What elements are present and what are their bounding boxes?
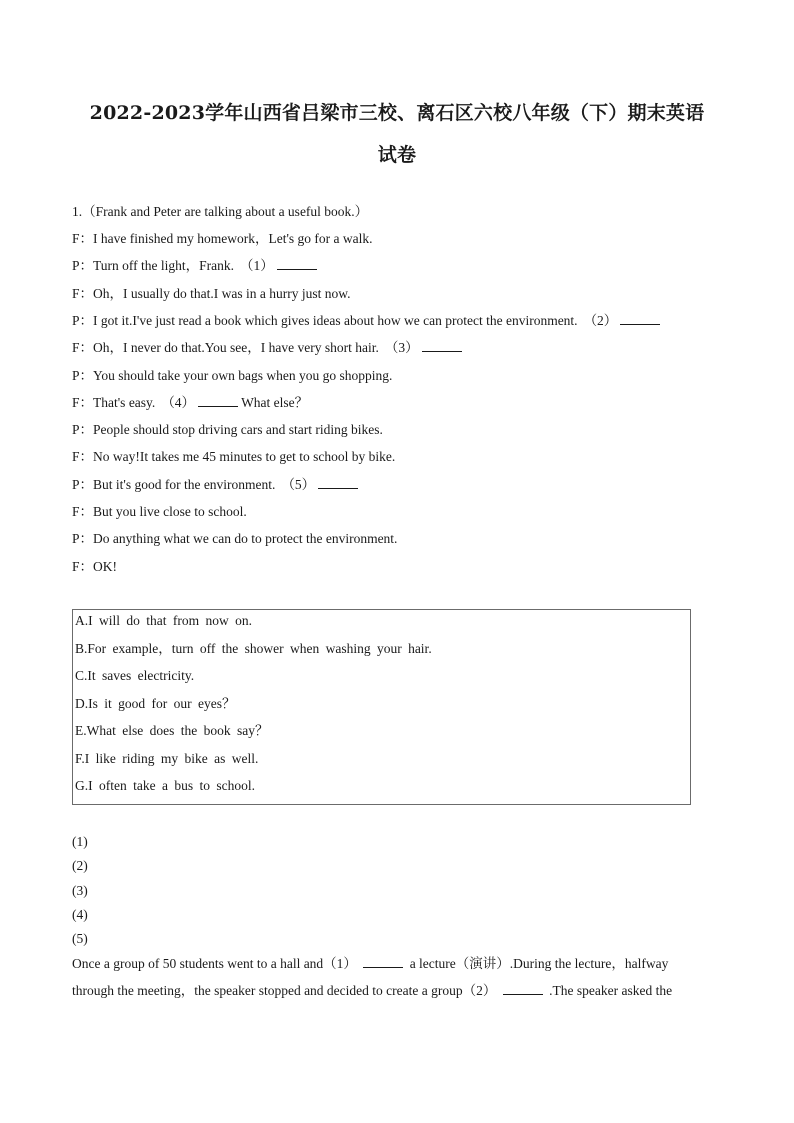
dialogue-text: Do anything what we can do to protect the environment.: [93, 531, 398, 547]
dialogue-line: [72, 285, 350, 303]
dialogue-line: [72, 530, 397, 548]
dialogue-line: [72, 558, 117, 576]
dialogue-text: Turn off the light，Frank.: [93, 258, 235, 274]
speaker-label: F：: [72, 394, 94, 410]
option-item: C.It saves electricity.: [75, 668, 195, 683]
option-item: F.I like riding my bike as well.: [75, 750, 259, 766]
dialogue-line: [72, 421, 383, 439]
dialogue-text: Oh，I never do that.You see，I have very short hair.: [93, 340, 379, 356]
page-title: 2022-2023学年山西省吕梁市三校、离石区六校八年级（下）期末英语: [89, 102, 705, 124]
blank-number: （4）: [161, 394, 196, 410]
speaker-label: F：: [72, 504, 94, 519]
speaker-label: P：: [72, 367, 94, 383]
blank-number: （2）: [583, 312, 618, 328]
page-title-continued: 试卷: [377, 144, 417, 166]
passage-text: through the meeting，the speaker stopped and decided to create a group（2）: [72, 983, 497, 998]
answer-blank[interactable]: [503, 982, 543, 995]
blank-number: （5）: [281, 476, 316, 492]
dialogue-text: OK!: [93, 558, 118, 574]
speaker-label: P：: [72, 422, 94, 438]
answer-blank[interactable]: [318, 476, 358, 489]
dialogue-text: People should stop driving cars and start riding bikes.: [93, 422, 383, 438]
dialogue-line: [72, 394, 308, 412]
dialogue-text: I got it.I've just read a book which gives ideas about how we can protect the environment.: [93, 312, 578, 328]
option-item: B.For example，turn off the shower when washing your hair.: [75, 640, 432, 656]
dialogue-text: No way!It takes me 45 minutes to get to school by bike.: [93, 449, 396, 465]
answer-label: (5): [72, 931, 88, 947]
blank-number: （3）: [384, 340, 419, 356]
answer-label: (2): [72, 858, 88, 874]
options-box: [72, 609, 691, 805]
question-1-intro: 1.（Frank and Peter are talking about a useful book.）: [72, 204, 369, 219]
speaker-label: P：: [72, 258, 94, 274]
answer-blank[interactable]: [363, 955, 403, 968]
speaker-label: F：: [72, 340, 94, 356]
dialogue-line: [72, 367, 392, 385]
answer-blank[interactable]: [277, 257, 317, 270]
answer-blank[interactable]: [620, 312, 660, 325]
dialogue-line: [72, 230, 373, 248]
option-item: E.What else does the book say？: [75, 723, 269, 738]
blank-number: （1）: [240, 258, 274, 274]
dialogue-text: But you live close to school.: [93, 504, 247, 519]
answer-label: (4): [72, 906, 88, 922]
passage-text: .The speaker asked the: [549, 983, 673, 998]
passage-line-2: [72, 982, 672, 1000]
passage-line-1: [72, 955, 668, 973]
dialogue-text-after: What else？: [241, 394, 309, 410]
dialogue-text: Oh，I usually do that.I was in a hurry just now.: [93, 285, 351, 301]
dialogue-text: You should take your own bags when you go shopping.: [93, 367, 393, 383]
speaker-label: P：: [72, 531, 94, 547]
answer-label: (3): [72, 882, 88, 898]
answer-blank[interactable]: [422, 339, 462, 352]
dialogue-text: That's easy.: [93, 394, 156, 410]
option-item: G.I often take a bus to school.: [75, 778, 255, 793]
dialogue-line: [72, 448, 395, 466]
answer-blank[interactable]: [198, 394, 238, 407]
speaker-label: F：: [72, 231, 94, 246]
dialogue-line: [72, 257, 320, 275]
answer-label: (1): [72, 834, 88, 849]
passage-text: a lecture（演讲）.During the lecture，halfway: [409, 956, 669, 971]
option-item: D.Is it good for our eyes？: [75, 695, 236, 711]
dialogue-text: But it's good for the environment.: [93, 476, 276, 492]
dialogue-line: [72, 476, 361, 494]
dialogue-line: [72, 339, 465, 357]
speaker-label: F：: [72, 558, 94, 574]
passage-text: Once a group of 50 students went to a hall and（1）: [72, 956, 357, 971]
dialogue-line: [72, 312, 663, 330]
dialogue-text: I have finished my homework，Let's go for a walk.: [93, 231, 373, 246]
option-item: A.I will do that from now on.: [75, 613, 252, 628]
speaker-label: P：: [72, 312, 94, 328]
speaker-label: P：: [72, 476, 94, 492]
speaker-label: F：: [72, 285, 94, 301]
speaker-label: F：: [72, 449, 94, 465]
dialogue-line: [72, 503, 247, 521]
